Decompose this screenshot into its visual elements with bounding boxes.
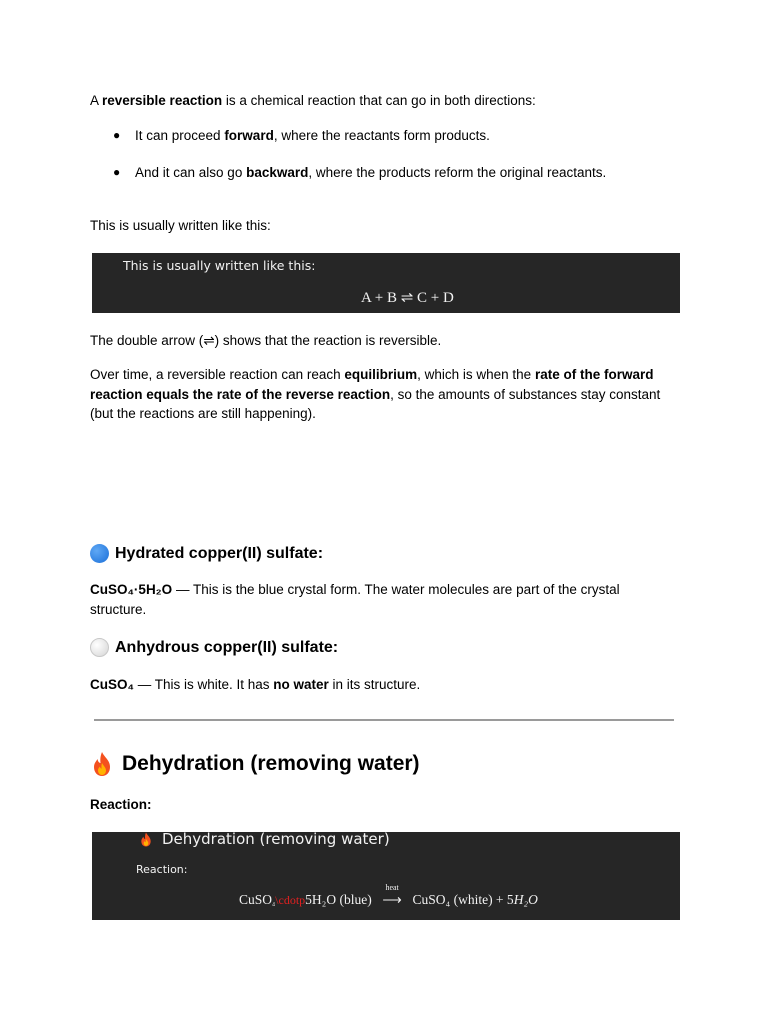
reversible-reaction-term: reversible reaction	[102, 93, 223, 108]
bullet-forward: It can proceed forward, where the reactants form products.	[135, 128, 490, 143]
screenshot-caption: This is usually written like this:	[123, 258, 316, 273]
cdotp-render-error: \cdotp	[275, 893, 306, 907]
equation-screenshot-1	[92, 253, 680, 313]
dehydration-equation: CuSO₄\cdotp5H₂O (blue) heat ⟶ CuSO₄ (white) + 5H₂O	[239, 883, 538, 907]
usually-written-text: This is usually written like this:	[90, 218, 271, 233]
double-arrow-text: The double arrow (⇌) shows that the reaction is reversible.	[90, 333, 442, 348]
white-circle-icon	[90, 638, 109, 657]
reaction-label: Reaction:	[90, 797, 152, 812]
fire-icon	[90, 751, 114, 777]
fire-icon	[139, 831, 153, 848]
equation-screenshot-2	[92, 832, 680, 920]
dehydration-heading: Dehydration (removing water)	[90, 751, 420, 777]
hydrated-heading: Hydrated copper(II) sulfate:	[90, 544, 323, 563]
hydrated-formula: CuSO₄·5H₂O	[90, 582, 173, 597]
screenshot-heading: Dehydration (removing water)	[162, 830, 390, 848]
screenshot-reaction-label: Reaction:	[136, 863, 188, 876]
bullet-backward: And it can also go backward, where the products reform the original reactants.	[135, 165, 607, 180]
anhydrous-description: CuSO₄ — This is white. It has no water in its structure.	[90, 677, 421, 692]
intro-paragraph: A reversible reaction is a chemical reaction that can go in both directions:	[90, 93, 536, 108]
double-arrow-symbol: ⇌	[203, 333, 215, 348]
anhydrous-heading: Anhydrous copper(II) sulfate:	[90, 638, 338, 657]
reversible-equation: A + B ⇌ C + D	[361, 290, 454, 306]
bullet-dot: ●	[113, 165, 121, 179]
equilibrium-paragraph: Over time, a reversible reaction can reach equilibrium, which is when the rate of the forward reaction equals the rate of the reverse reaction, so the amounts of substances stay constant (but the reactions are still happening).	[90, 367, 661, 421]
blue-circle-icon	[90, 544, 109, 563]
anhydrous-formula: CuSO₄	[90, 677, 134, 692]
horizontal-divider	[94, 719, 674, 721]
heat-arrow: heat ⟶	[382, 883, 402, 907]
hydrated-description: CuSO₄·5H₂O — This is the blue crystal form. The water molecules are part of the crystal structure.	[90, 582, 620, 617]
bullet-dot: ●	[113, 128, 121, 142]
